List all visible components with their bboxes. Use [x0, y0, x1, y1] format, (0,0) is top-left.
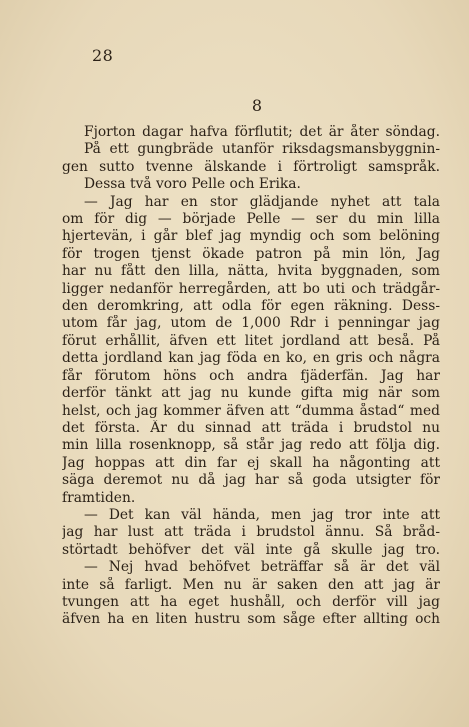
- text-line: helst, och jag kommer äfven att “dumma åstad“ med: [62, 402, 440, 419]
- text-line: inte så farligt. Men nu är saken den att jag är: [62, 576, 440, 593]
- text-line: min lilla rosenknopp, så står jag redo att följa dig.: [62, 437, 440, 454]
- text-line: utom får jag, utom de 1,000 Rdr i penningar jag: [62, 315, 440, 332]
- text-line: — Det kan väl hända, men jag tror inte att: [84, 506, 440, 523]
- text-line: framtiden.: [62, 489, 136, 506]
- text-line: jag har lust att träda i brudstol ännu. Så bråd-: [62, 524, 440, 541]
- page-number: 28: [92, 46, 114, 65]
- text-line: detta jordland kan jag föda en ko, en gris och några: [62, 350, 440, 367]
- text-line: får förutom höns och andra fjäderfän. Jag har: [62, 367, 440, 384]
- text-line: — Jag har en stor glädjande nyhet att tala: [84, 193, 440, 210]
- text-line: har nu fått den lilla, nätta, hvita byggnaden, som: [62, 263, 440, 280]
- text-line: störtadt behöfver det väl inte gå skulle jag tro.: [62, 541, 440, 558]
- text-line: för trogen tjenst ökade patron på min lön, Jag: [62, 245, 440, 262]
- text-line: — Nej hvad behöfvet beträffar så är det väl: [84, 559, 440, 576]
- text-line: äfven ha en liten hustru som såge efter allting och: [62, 611, 440, 628]
- text-line: På ett gungbräde utanför riksdagsmansbyggnin-: [84, 141, 440, 158]
- body-text: [62, 124, 440, 629]
- text-line: förut erhållit, äfven ett litet jordland att beså. På: [62, 332, 440, 349]
- text-line: ligger nedanför herregården, att bo uti och trädgår-: [62, 280, 440, 297]
- text-line: om för dig — började Pelle — ser du min lilla: [62, 211, 440, 228]
- text-line: säga deremot nu då jag har så goda utsigter för: [62, 472, 440, 489]
- text-line: den deromkring, att odla för egen räkning. Dess-: [62, 298, 440, 315]
- text-line: hjertevän, i går blef jag myndig och som belöning: [62, 228, 440, 245]
- text-line: tvungen att ha eget hushåll, och derför vill jag: [62, 593, 440, 610]
- text-line: derför tänkt att jag nu kunde gifta mig när som: [62, 385, 440, 402]
- text-line: Jag hoppas att din far ej skall ha någonting att: [62, 454, 440, 471]
- text-line: gen sutto tvenne älskande i förtroligt samspråk.: [62, 158, 440, 175]
- chapter-number: 8: [251, 96, 263, 115]
- text-line: det första. Är du sinnad att träda i brudstol nu: [62, 419, 440, 436]
- text-line: Fjorton dagar hafva förflutit; det är åter söndag.: [84, 124, 440, 140]
- text-line: Dessa två voro Pelle och Erika.: [84, 176, 301, 193]
